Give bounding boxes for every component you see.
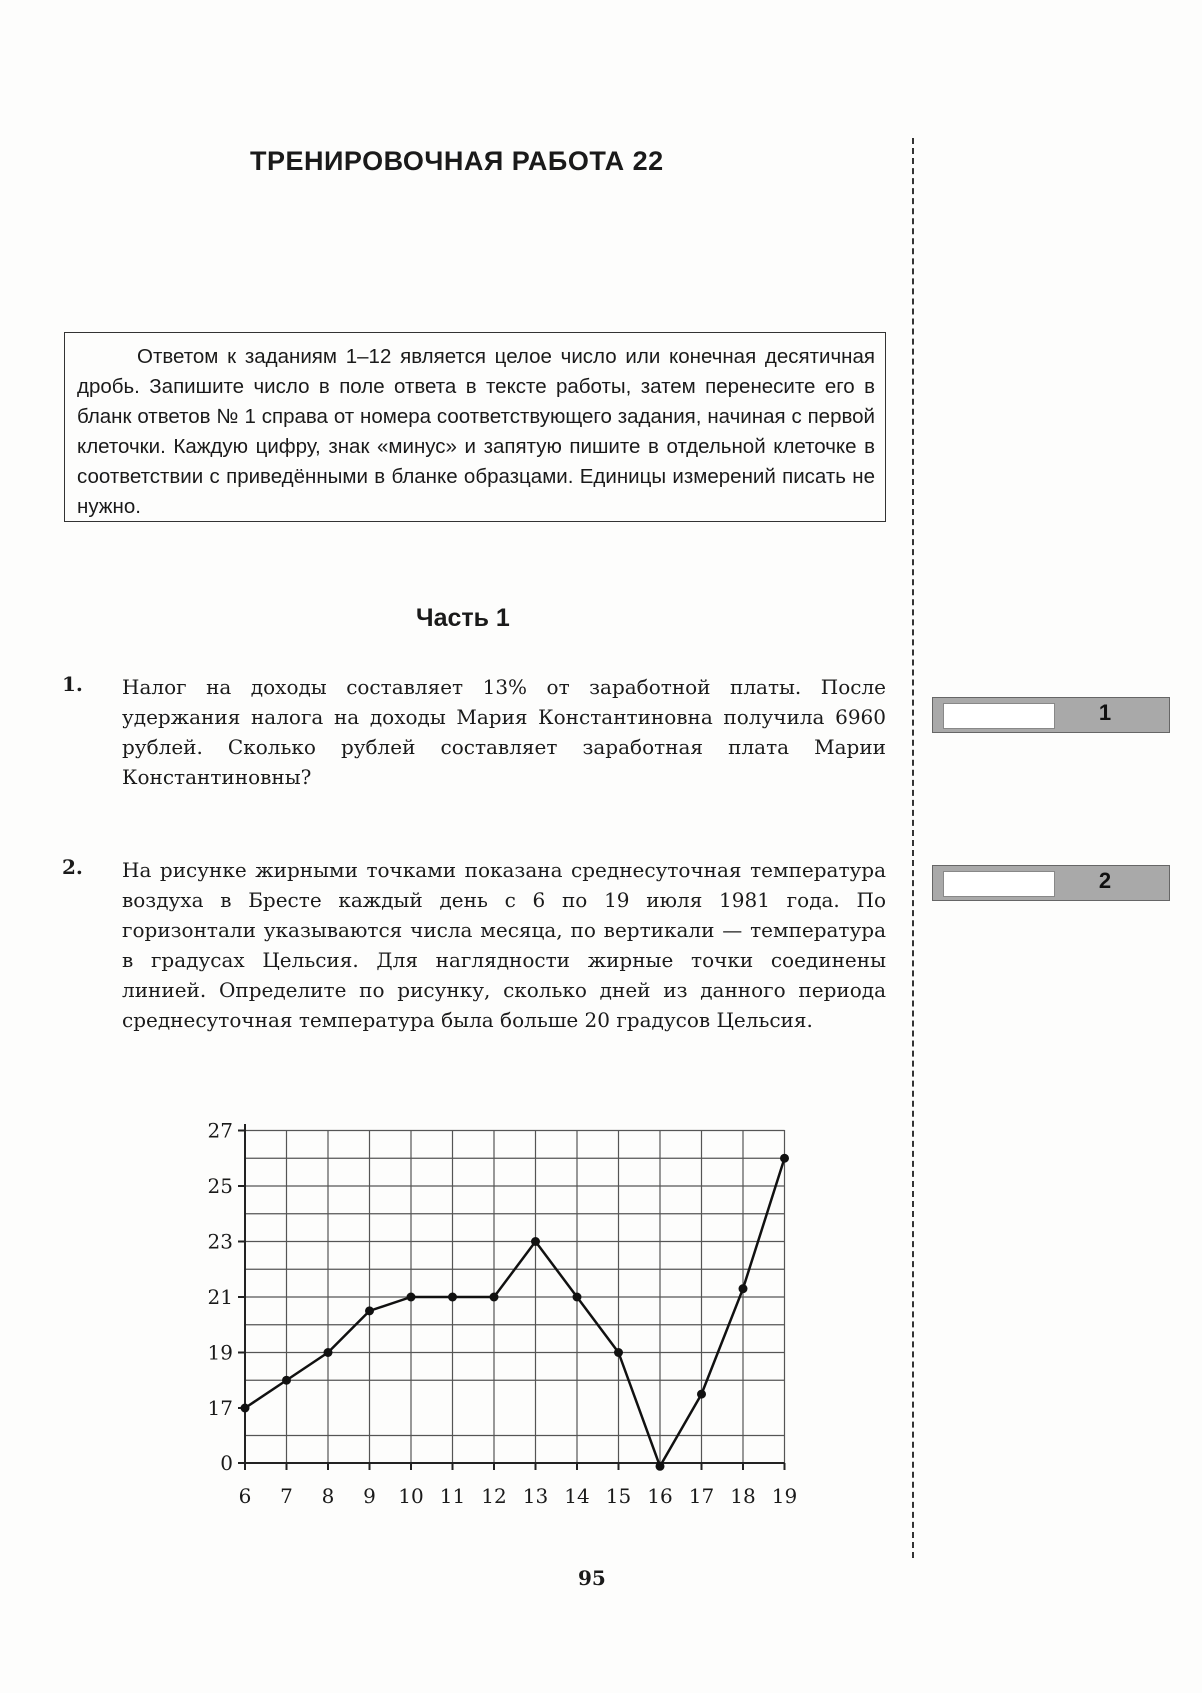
- data-point: [656, 1462, 665, 1471]
- x-tick-label: 13: [522, 1484, 549, 1508]
- y-tick-label: 23: [207, 1229, 233, 1254]
- y-tick-label: 17: [207, 1396, 233, 1420]
- x-tick-label: 15: [605, 1484, 632, 1508]
- task-2-text: На рисунке жирными точками показана среднесуточная температура воздуха в Бресте каждый день с 6 по 19 июля 1981 года. По горизонтали указываются числа месяца, по вертикали — температура в градусах Цельсия. Для наглядности жирные точки соединены линией. Определите по рисунку, сколько дней из данного периода среднесуточная температура была больше 20 градусов Цельсия.: [122, 858, 886, 1032]
- data-point: [490, 1293, 499, 1302]
- chart-ticks: [238, 1131, 785, 1471]
- data-point: [697, 1390, 706, 1399]
- data-point: [282, 1376, 291, 1385]
- x-tick-label: 14: [564, 1484, 590, 1508]
- task-1-text: Налог на доходы составляет 13% от заработной платы. После удержания налога на доходы Мария Константиновна получила 6960 рублей. Сколько рублей составляет заработная плата Марии Константиновны?: [122, 675, 886, 789]
- data-point: [614, 1348, 623, 1357]
- x-tick-label: 19: [771, 1484, 798, 1508]
- chart-series: [241, 1154, 790, 1471]
- x-tick-label: 11: [439, 1484, 466, 1508]
- x-tick-label: 18: [730, 1484, 756, 1508]
- data-point: [448, 1293, 457, 1302]
- page-number: 95: [578, 1566, 606, 1590]
- data-point: [531, 1237, 540, 1246]
- task-2-number: 2.: [62, 855, 83, 879]
- data-point: [407, 1293, 416, 1302]
- data-point: [780, 1154, 789, 1163]
- y-tick-label: 21: [207, 1285, 233, 1309]
- instructions-box: Ответом к заданиям 1–12 является целое число или конечная десятичная дробь. Запишите число в поле ответа в тексте работы, затем перенесите его в бланк ответов № 1 справа от номера соответствующего задания, начиная с первой клеточки. Каждую цифру, знак «минус» и запятую пишите в отдельной клеточке в соответствии с приведёнными в бланке образцами. Единицы измерений писать не нужно.: [64, 332, 886, 522]
- chart-axes: [245, 1124, 785, 1463]
- data-point: [573, 1293, 582, 1302]
- temperature-line: [245, 1158, 785, 1466]
- x-tick-label: 10: [398, 1484, 424, 1508]
- task-2-answer-label: 2: [1098, 868, 1112, 893]
- data-point: [241, 1404, 250, 1413]
- data-point: [365, 1306, 374, 1315]
- x-tick-label: 12: [481, 1484, 507, 1508]
- data-point: [739, 1284, 748, 1293]
- data-point: [324, 1348, 333, 1357]
- chart-labels: [208, 1119, 798, 1509]
- x-tick-label: 6: [238, 1484, 252, 1508]
- y-tick-label: 25: [207, 1174, 233, 1198]
- x-tick-label: 17: [688, 1484, 715, 1508]
- x-tick-label: 8: [321, 1484, 335, 1508]
- x-tick-label: 9: [363, 1484, 376, 1508]
- part-title: Часть 1: [416, 604, 510, 632]
- y-tick-label: 0: [220, 1451, 233, 1475]
- y-tick-label: 27: [207, 1118, 233, 1143]
- task-1-number: 1.: [62, 672, 83, 696]
- x-tick-label: 7: [280, 1484, 293, 1508]
- x-tick-label: 16: [647, 1484, 673, 1508]
- chart-grid: [245, 1130, 785, 1463]
- task-1-answer-label: 1: [1098, 700, 1112, 725]
- page-title: ТРЕНИРОВОЧНАЯ РАБОТА 22: [250, 146, 664, 176]
- y-tick-label: 19: [207, 1340, 233, 1365]
